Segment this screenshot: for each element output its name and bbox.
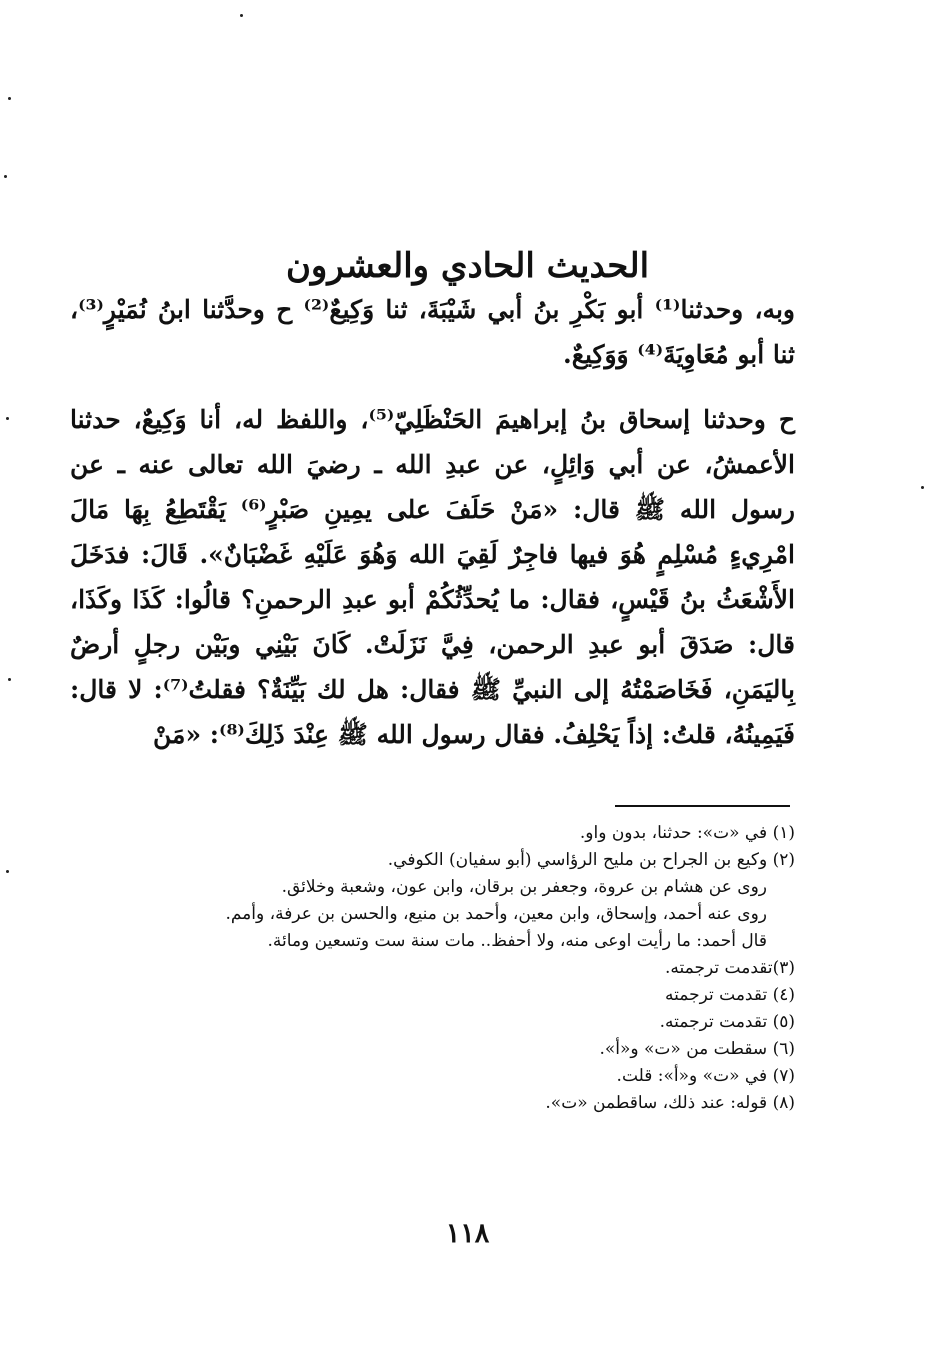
footnotes <box>110 820 795 1117</box>
page-number: ١١٨ <box>445 1218 490 1249</box>
footnote-2-narrators: روى عنه أحمد، وإسحاق، وابن معين، وأحمد بن منيع، والحسن بن عرفة، وأمم. <box>225 904 767 924</box>
footnote-6: (٦) سقطت من «ت» و«أ». <box>599 1039 795 1059</box>
footnote-3: (٣)تقدمت ترجمته. <box>665 958 795 978</box>
footnote-8: (٨) قوله: عند ذلك، ساقطمن «ت». <box>545 1093 795 1113</box>
scan-speck <box>8 97 11 100</box>
footnote-divider <box>615 805 790 807</box>
footnote-2-ahmad-quote: قال أحمد: ما رأيت اوعى منه، ولا أحفظ.. مات سنة ست وتسعين ومائة. <box>267 931 767 951</box>
footnote-7: (٧) في «ت» و«أ»: قلت. <box>616 1066 795 1086</box>
footnote-5: (٥) تقدمت ترجمته. <box>659 1012 795 1032</box>
scan-speck <box>6 417 9 420</box>
scan-speck <box>8 678 11 681</box>
scan-speck <box>240 14 243 17</box>
footnote-4: (٤) تقدمت ترجمته <box>665 985 795 1005</box>
hadith-text <box>70 287 795 757</box>
scan-speck <box>921 486 924 489</box>
isnad-paragraph: وبه، وحدثنا⁽¹⁾ أبو بَكْرِ بنُ أبي شَيْبَةَ، ثنا وَكِيعٌ⁽²⁾ ح وحدَّثنا ابنُ نُمَيْرٍ⁽³⁾، ثنا أبو مُعَاوِيَةَ⁽⁴⁾ وَوَكِيعٌ. <box>70 295 795 369</box>
footnote-1: (١) في «ت»: حدثنا، بدون واو. <box>579 823 795 843</box>
scan-speck <box>4 175 7 178</box>
footnote-2: (٢) وكيع بن الجراح بن مليح الرؤاسي (أبو سفيان) الكوفي. <box>387 850 795 870</box>
matn-paragraph: ح وحدثنا إسحاق بنُ إبراهيمَ الحَنْظَلِيّ⁽⁵⁾، واللفظ له، أنا وَكِيعٌ، حدثنا الأعمشُ، عن أبي وَائِلٍ، عن عبدِ الله ـ رضيَ الله تعالى عنه ـ عن رسول الله ﷺ قال: «مَنْ حَلَفَ على يمِينِ صَبْرٍ⁽⁶⁾ يَقْتَطِعُ بِهَا مَالَ امْرِيءٍ مُسْلِمٍ هُوَ فيها فاجِرٌ لَقِيَ الله وَهُوَ عَلَيْهِ غَضْبَانٌ». قَالَ: فدَخَلَ الأَشْعَثُ بنُ قَيْسٍ، فقال: ما يُحدِّثُكُمْ أبو عبدِ الرحمنِ؟ قالُوا: كَذَا وكَذَا، قال: صَدَقَ أبو عبدِ الرحمن، فِيَّ نَزَلَتْ. كَانَ بَيْنِي وبَيْن رجلٍ أرضٌ بِاليَمَنِ، فَخَاصَمْتُهُ إلى النبيِّ ﷺ فقال: هل لك بَيِّنَةٌ؟ فقلتُ⁽⁷⁾: لا قال: فَيَمِينُهُ، قلتُ: إذاً يَحْلِفُ. فقال رسول الله ﷺ عِنْدَ ذَلِكَ⁽⁸⁾: «مَنْ <box>70 405 795 749</box>
hadith-title: الحديث الحادي والعشرون <box>285 245 650 286</box>
scan-speck <box>6 870 9 873</box>
footnote-2-narrated-from: روى عن هشام بن عروة، وجعفر بن برقان، وابن عون، وشعبة وخلائق. <box>281 877 767 897</box>
